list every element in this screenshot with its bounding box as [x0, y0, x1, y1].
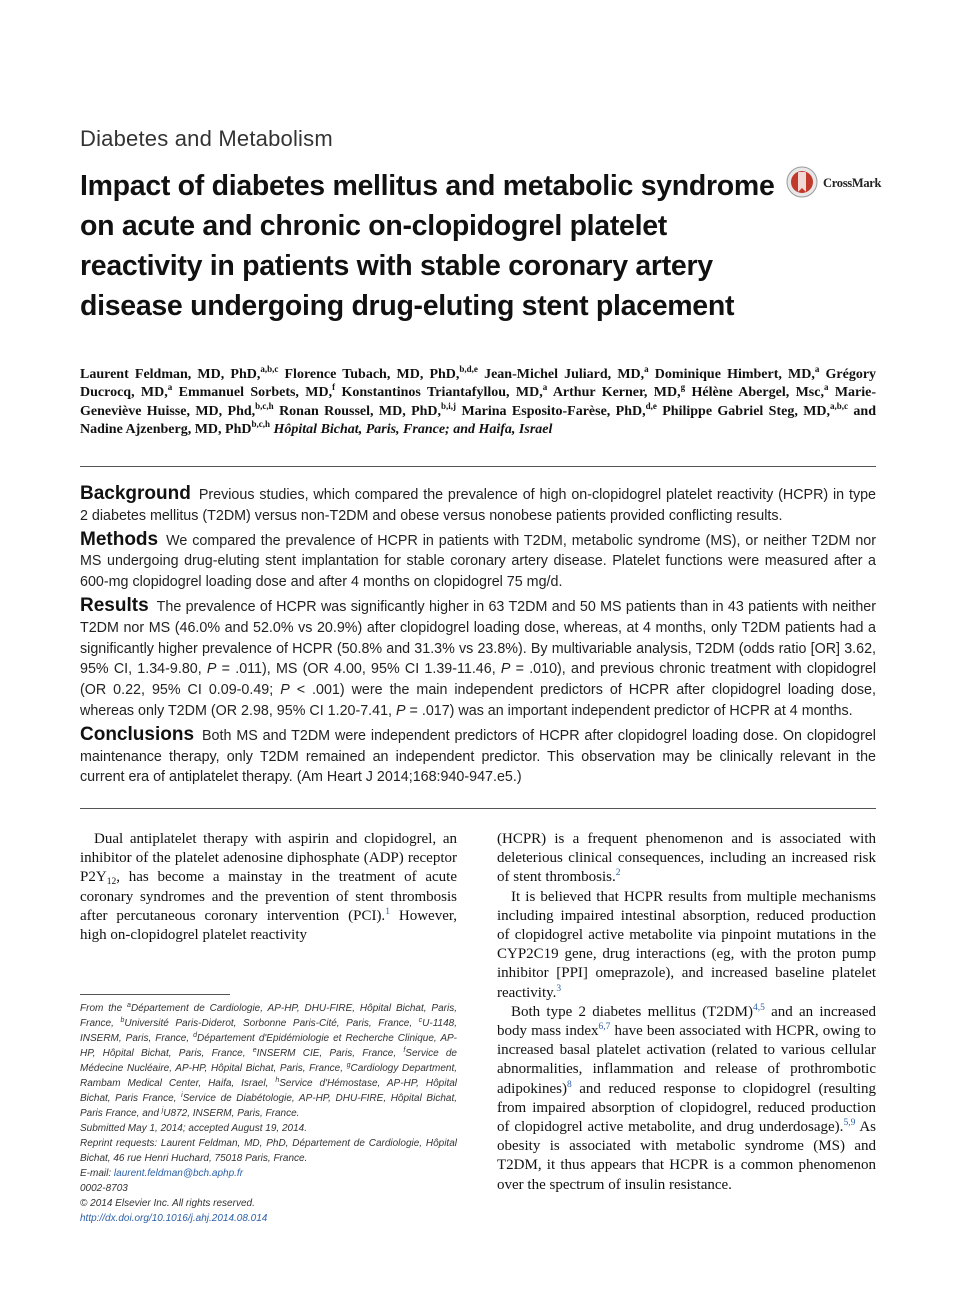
- email-label: E-mail:: [80, 1168, 114, 1179]
- footnote-text: U872, INSERM, Paris, France.: [163, 1108, 300, 1119]
- abstract-text: The prevalence of HCPR was significantly higher in 63 T2DM and 50 MS patients than in 43 patients with neither T2DM nor MS (46.0% and 52.0% vs 20.9%) after clopidogrel loading dose, whereas, at 4 months, only T2DM patients had a significantly higher prevalence of HCPR (50.8% and 31.3% vs 23.8%). By multivariable analysis, T2DM (odds ratio [OR] 3.62, 95% CI, 1.34-9.80,: [80, 598, 876, 678]
- body-text: , has become a mainstay in the treatment of acute coronary syndromes and the prevention of stent thrombosis after percutaneous coronary intervention (PCI).: [80, 869, 457, 924]
- body-text: and an increased body mass index: [497, 1003, 876, 1040]
- author-sup: b,c,h: [255, 400, 274, 411]
- author: Marina Esposito-Farèse, PhD,: [461, 403, 646, 419]
- author-list: [80, 366, 876, 439]
- body-left-column: [80, 830, 457, 945]
- subscript: 12: [106, 877, 117, 888]
- abstract-heading: Conclusions: [80, 723, 195, 745]
- footnote-text: INSERM CIE, Paris, France,: [256, 1048, 404, 1059]
- author-sup: a: [542, 382, 548, 393]
- body-text: Dual antiplatelet therapy with aspirin and clopidogrel, an inhibitor of the platelet adenosine diphosphate (ADP) receptor P2Y: [80, 831, 457, 886]
- author-sup: a: [823, 382, 829, 393]
- body-text: and reduced response to clopidogrel (resulting from impaired absorption of clopidogrel, reduced production of clopidogrel active metabolite, and drug underdosage).: [497, 1080, 876, 1136]
- author: and Nadine Ajzenberg, MD, PhD: [80, 403, 876, 437]
- body-text: It is believed that HCPR results from multiple mechanisms including impaired intestinal absorption, reduced production of clopidogrel active metabolite via pinpoint mutations in the CYP2C19 gene, drug interactions (eg, with the proton pump inhibitor [PPI] omeprazole), and increased baseline platelet reactivity.: [497, 888, 876, 1001]
- body-text: Both type 2 diabetes mellitus (T2DM): [511, 1003, 753, 1020]
- footnote-sup: g: [346, 1062, 351, 1069]
- email-link[interactable]: laurent.feldman@bch.aphp.fr: [113, 1168, 244, 1179]
- crossmark-label: CrossMark: [823, 175, 882, 190]
- affiliation-line: Hôpital Bichat, Paris, France; and Haifa, Israel: [273, 421, 553, 437]
- author: Hélène Abergel, Msc,: [691, 385, 824, 401]
- citation-link[interactable]: 1: [385, 906, 390, 917]
- footnote-sup: d: [193, 1032, 198, 1039]
- author: Dominique Himbert, MD,: [654, 367, 815, 382]
- author: Arthur Kerner, MD,: [552, 385, 681, 401]
- article-title: Impact of diabetes mellitus and metabolic syndrome on acute and chronic on-clopidogrel platelet reactivity in patients with stable coronary artery disease undergoing drug-eluting stent placement: [80, 170, 775, 322]
- abstract-results: [80, 596, 876, 722]
- footnote-text: Service de Diabétologie, AP-HP, DHU-FIRE, Hôpital Bichat, Paris France, and: [80, 1093, 457, 1119]
- footnote-text: From the: [80, 1003, 128, 1014]
- footnote-text: Service d'Hémostase, AP-HP, Hôpital Bichat, Paris France,: [80, 1078, 458, 1104]
- footnote-text: Cardiology Department, Rambam Medical Center, Haifa, Israel,: [80, 1063, 458, 1089]
- abstract-text: Previous studies, which compared the prevalence of high on-clopidogrel platelet reactivity (HCPR) in type 2 diabetes mellitus (T2DM) versus non-T2DM and obese versus nonobese patients provided conflicting results.: [80, 487, 876, 524]
- body-paragraph: [497, 888, 876, 1003]
- citation-link[interactable]: 3: [556, 983, 562, 994]
- footnote-text: U-1148, INSERM, Paris, France,: [80, 1018, 457, 1044]
- author: Florence Tubach, MD, PhD,: [284, 367, 460, 382]
- author-sup: d,e: [645, 400, 657, 411]
- author-sup: a,b,c: [830, 400, 849, 411]
- citation-link[interactable]: 5,9: [843, 1118, 856, 1129]
- abstract-background: [80, 484, 876, 527]
- abstract-text: = .010), and previous chronic treatment with clopidogrel (OR 0.22, 95% CI 0.09-0.49;: [80, 661, 877, 699]
- body-paragraph: [80, 830, 457, 945]
- author-sup: b,d,e: [459, 364, 478, 374]
- divider-top: [80, 466, 876, 467]
- footnote-sup: i: [181, 1092, 183, 1099]
- footnote-sup: j: [161, 1107, 164, 1114]
- author: Laurent Feldman, MD, PhD,: [80, 367, 261, 382]
- abstract: [80, 484, 876, 791]
- author: Ronan Roussel, MD, PhD,: [279, 403, 442, 419]
- body-right-column: [497, 830, 876, 1195]
- p-value-symbol: P: [206, 661, 217, 678]
- crossmark-badge[interactable]: [786, 166, 881, 200]
- author-sup: b,i,j: [441, 400, 457, 411]
- footnotes: [80, 1001, 457, 1226]
- author-sup: a,b,c: [260, 364, 279, 374]
- footnote-sup: f: [403, 1047, 406, 1054]
- citation-link[interactable]: 6,7: [598, 1022, 611, 1033]
- abstract-methods: [80, 530, 876, 593]
- doi-link[interactable]: http://dx.doi.org/10.1016/j.ahj.2014.08.014: [80, 1213, 268, 1224]
- author: Emmanuel Sorbets, MD,: [178, 385, 333, 401]
- body-text: (HCPR) is a frequent phenomenon and is associated with deleterious clinical consequences, including an increased risk of stent thrombosis.: [497, 831, 876, 886]
- body-text: As obesity is associated with metabolic syndrome (MS) and T2DM, it thus appears that HCPR is a common phenomenon over the spectrum of insulin resistance.: [497, 1119, 876, 1193]
- footnote-text: Département de Cardiologie, AP-HP, DHU-FIRE, Hôpital Bichat, Paris, France,: [80, 1003, 457, 1029]
- abstract-text: We compared the prevalence of HCPR in patients with T2DM, metabolic syndrome (MS), or neither T2DM nor MS undergoing drug-eluting stent implantation for stable coronary artery disease. Platelet functions were measured after a 600-mg clopidogrel loading dose and after 4 months on clopidogrel 75 mg/d.: [80, 532, 876, 591]
- p-value-symbol: P: [280, 682, 290, 699]
- reprint-note: Reprint requests: Laurent Feldman, MD, PhD, Département de Cardiologie, Hôpital Bichat, 46 rue Henri Huchard, 75018 Paris, France.: [80, 1138, 457, 1164]
- footnote-text: Service de Médecine Nucléaire, AP-HP, Hôpital Bichat, Paris, France,: [80, 1048, 457, 1074]
- author-sup: a: [814, 364, 820, 374]
- email-note: [80, 1166, 457, 1181]
- footnote-sup: h: [275, 1077, 280, 1084]
- abstract-heading: Background: [80, 483, 191, 504]
- p-value-symbol: P: [396, 702, 406, 719]
- crossmark-icon: [786, 166, 818, 200]
- abstract-conclusions: [80, 725, 876, 788]
- body-paragraph: [497, 830, 876, 888]
- abstract-heading: Methods: [80, 528, 159, 550]
- abstract-heading: Results: [80, 594, 149, 616]
- author: Philippe Gabriel Steg, MD,: [662, 403, 831, 419]
- author-sup: a: [167, 382, 173, 393]
- citation-link[interactable]: 2: [615, 868, 621, 879]
- author: Grégory Ducrocq, MD,: [80, 367, 877, 401]
- body-paragraph: [497, 1003, 876, 1195]
- divider-bottom: [80, 808, 876, 809]
- citation-link[interactable]: 8: [566, 1079, 572, 1090]
- section-label: Diabetes and Metabolism: [80, 126, 333, 151]
- author: Marie-Geneviève Huisse, MD, Phd,: [80, 385, 877, 419]
- author-sup: f: [332, 382, 336, 393]
- footnote-sup: c: [418, 1017, 423, 1024]
- body-text: However, high on-clopidogrel platelet reactivity: [80, 907, 457, 944]
- author: Jean-Michel Juliard, MD,: [484, 367, 645, 382]
- footnote-text: Département d'Epidémiologie et Recherche Clinique, AP-HP, Hôpital Bichat, Paris, France,: [80, 1033, 458, 1059]
- footnote-divider: [80, 994, 230, 995]
- submitted-note: Submitted May 1, 2014; accepted August 19, 2014.: [80, 1123, 308, 1134]
- citation-link[interactable]: 4,5: [752, 1002, 765, 1013]
- abstract-text: < .001) were the main independent predictors of HCPR after clopidogrel loading dose, whereas only T2DM (OR 2.98, 95% CI 1.20-7.41,: [80, 682, 876, 719]
- footnote-sup: a: [127, 1002, 131, 1009]
- author-sup: g: [680, 382, 686, 393]
- author: Konstantinos Triantafyllou, MD,: [341, 385, 543, 401]
- body-text: have been associated with HCPR, owing to increased basal platelet activation (related to various cellular abnormalities, inflammation and release of prothrombotic adipokines): [497, 1023, 876, 1097]
- author-sup: b,c,h: [251, 418, 271, 429]
- copyright: © 2014 Elsevier Inc. All rights reserved.: [80, 1198, 255, 1209]
- abstract-text: Both MS and T2DM were independent predictors of HCPR after clopidogrel loading dose. On clopidogrel maintenance therapy, only T2DM remained an independent predictor. This observation may be clinically relevant in the current era of antiplatelet therapy. (Am Heart J 2014;168:940-947.e5.): [80, 727, 876, 786]
- issn: 0002-8703: [80, 1183, 128, 1194]
- footnote-sup: b: [120, 1017, 125, 1024]
- abstract-text: = .017) was an important independent predictor of HCPR at 4 months.: [405, 702, 853, 719]
- p-value-symbol: P: [500, 661, 511, 678]
- abstract-text: = .011), MS (OR 4.00, 95% CI 1.39-11.46,: [216, 661, 501, 678]
- author-sup: a: [644, 364, 649, 374]
- affiliations-note: [80, 1001, 457, 1121]
- footnote-text: Université Paris-Diderot, Sorbonne Paris-Cité, Paris, France,: [124, 1018, 419, 1029]
- footnote-sup: e: [252, 1047, 257, 1054]
